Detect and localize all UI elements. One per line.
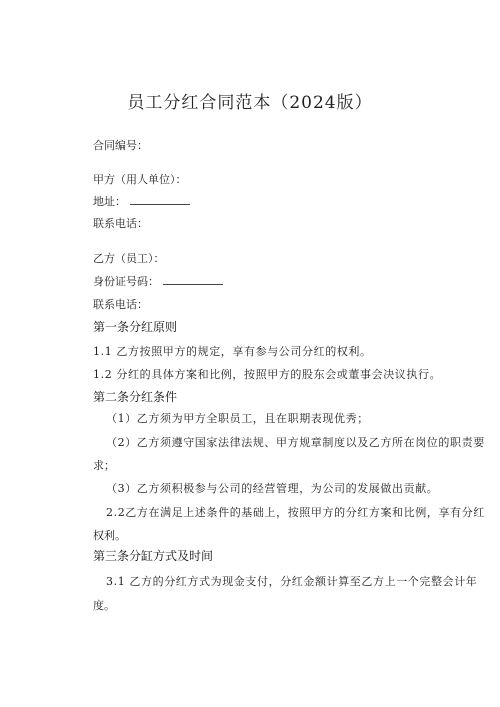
party-a-label: 甲方（用人单位）： (93, 173, 187, 186)
id-number-blank (163, 275, 223, 285)
party-b-label: 乙方（员工）： (93, 252, 165, 265)
id-number-label: 身份证号码： (93, 275, 159, 288)
article2-clause22-line2: 权利。 (93, 529, 126, 542)
article1-clause2: 1.2 分红的具体方案和比例，按照甲方的股东会或董事会决议执行。 (93, 368, 442, 381)
article3-heading: 第三条分缸方式及时间 (93, 549, 214, 563)
article2-heading: 第二条分红条件 (93, 390, 178, 404)
article3-clause1-line1: 3.1 乙方的分红方式为现金支付，分红金额计算至乙方上一个完整会计年 (106, 575, 478, 588)
address-line (93, 193, 190, 209)
article2-condition2-line2: 求； (93, 459, 115, 472)
contract-number-label: 合同编号： (93, 139, 148, 152)
address-label: 地址： (93, 195, 126, 208)
article2-condition2-line1: （2）乙方须遵守国家法律法规、甲方规章制度以及乙方所在岗位的职责要 (106, 436, 485, 449)
party-a-phone-label: 联系电话： (93, 217, 148, 230)
address-blank (130, 195, 190, 205)
article2-condition1: （1）乙方须为甲方全职员工，且在职期表现优秀； (106, 412, 369, 425)
article2-condition3: （3）乙方须积极参与公司的经营管理，为公司的发展做出贡献。 (106, 482, 439, 495)
party-b-phone-label: 联系电话： (93, 298, 148, 311)
article1-heading: 第一条分红原则 (93, 320, 178, 334)
document-title: 员工分红合同范本（2024版） (127, 93, 373, 113)
article1-clause1: 1.1 乙方按照甲方的规定，享有参与公司分红的权利。 (93, 345, 372, 358)
id-number-line (93, 273, 223, 289)
article3-clause1-line2: 度。 (93, 599, 115, 612)
article2-clause22-line1: 2.2乙方在满足上述条件的基础上，按照甲方的分红方案和比例，享有分红 (106, 506, 485, 519)
